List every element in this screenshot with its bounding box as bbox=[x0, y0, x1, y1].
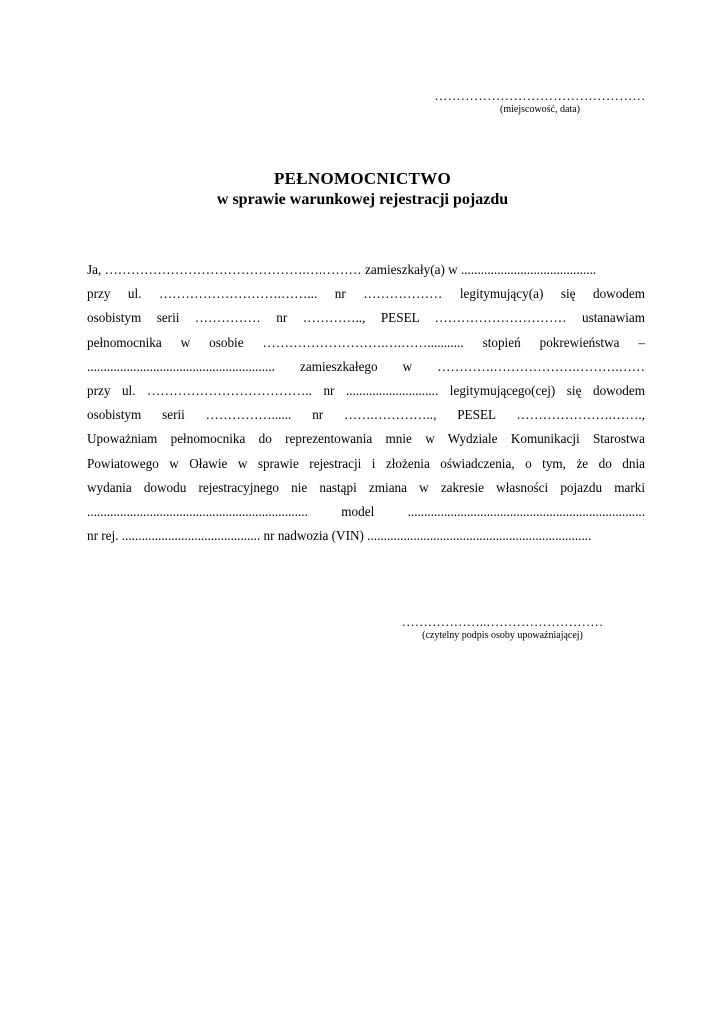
body-line-11: ................................................................... model ........................................................................ bbox=[87, 504, 645, 520]
document-title: PEŁNOMOCNICTWO bbox=[273, 169, 452, 188]
body-line-4: pełnomocnika w osobie ……………………….….……........... stopień pokrewieństwa – bbox=[87, 334, 645, 350]
body-line-7: osobistym serii ……………...... nr …….………….., PESEL ………………….……., bbox=[87, 407, 645, 423]
signature-caption: (czytelny podpis osoby upoważniającej) bbox=[422, 630, 583, 641]
body-line-10: wydania dowodu rejestracyjnego nie nastąpi zmiana w zakresie własności pojazdu marki bbox=[87, 479, 645, 495]
document-subtitle: w sprawie warunkowej rejestracji pojazdu bbox=[216, 191, 509, 208]
body-line-8: Upoważniam pełnomocnika do reprezentowania mnie w Wydziale Komunikacji Starostwa bbox=[87, 431, 645, 447]
body-line-1: Ja, ……………………………………….….……… zamieszkały(a) w ......................................... bbox=[87, 262, 597, 277]
place-date-caption: (miejscowość, data) bbox=[500, 104, 580, 115]
body-line-5: ......................................................... zamieszkałego w ………….……………….……….…… bbox=[87, 358, 645, 374]
title-block bbox=[0, 168, 725, 210]
signature-block bbox=[380, 614, 625, 642]
body-line-3: osobistym serii …………… nr ………….., PESEL ………………………… ustanawiam bbox=[87, 310, 645, 326]
place-date-line: ………………………………………… bbox=[434, 88, 646, 103]
signature-line: ………………..……………………… bbox=[401, 614, 604, 629]
document-body bbox=[87, 258, 645, 548]
body-line-12: nr rej. .......................................... nr nadwozia (VIN) .................................................................... bbox=[87, 528, 592, 544]
body-line-2: przy ul. ……………………….……... nr ……………… legitymujący(a) się dowodem bbox=[87, 286, 645, 302]
body-line-9: Powiatowego w Oławie w sprawie rejestracji i złożenia oświadczenia, o tym, że do dnia bbox=[87, 455, 645, 471]
body-line-6: przy ul. ……………………………….. nr ............................ legitymującego(cej) się dowodem bbox=[87, 383, 645, 399]
place-date-block bbox=[420, 88, 660, 116]
